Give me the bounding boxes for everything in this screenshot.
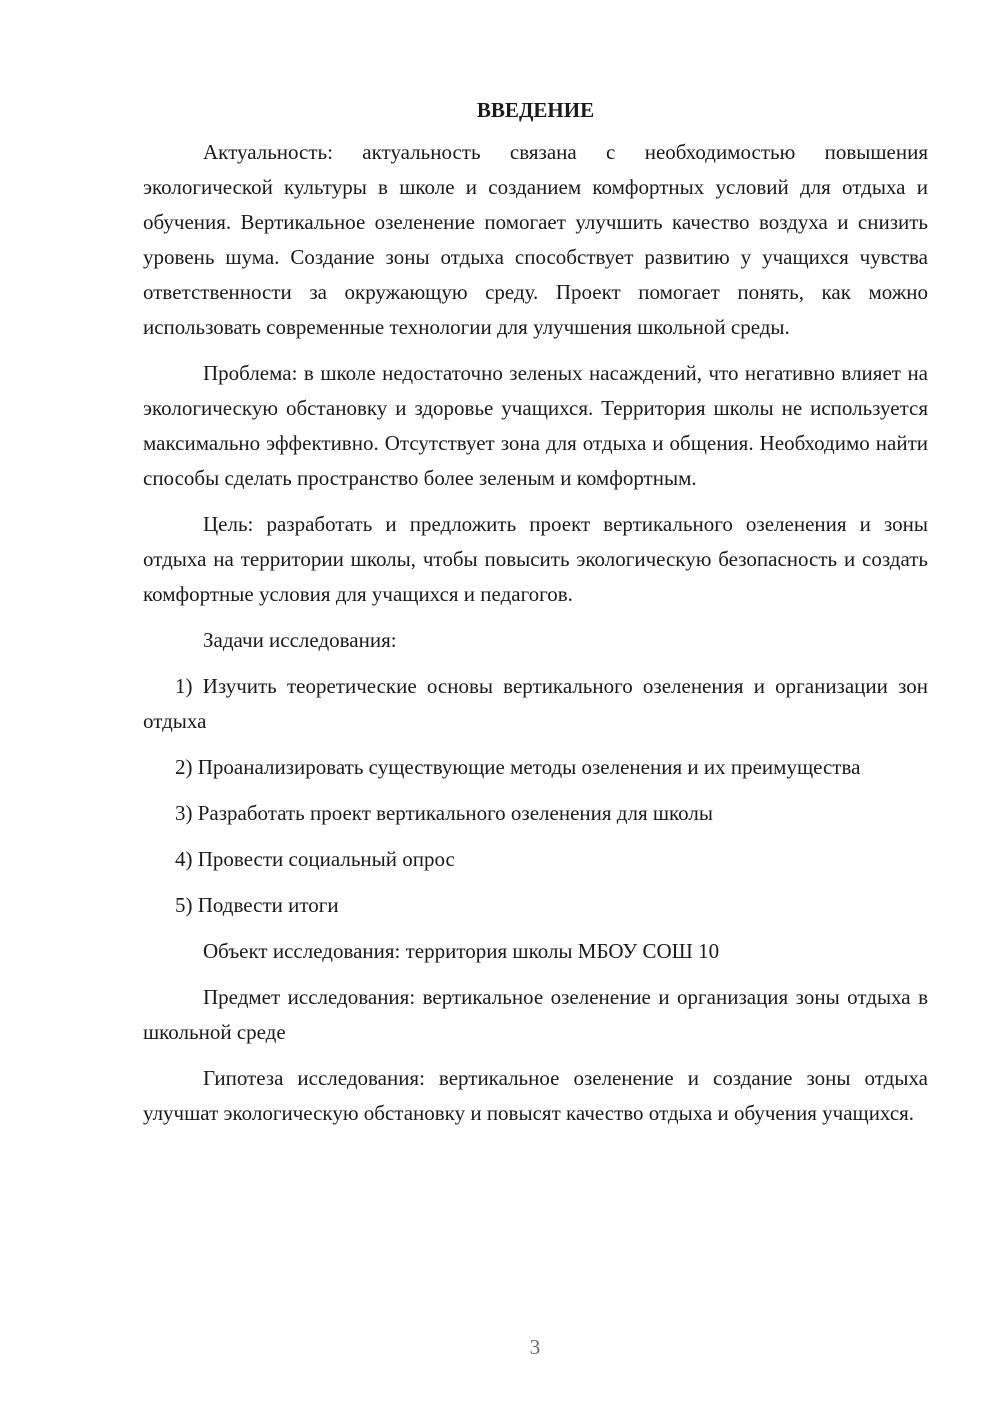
- page-content: [143, 93, 928, 1131]
- task-item-5: 5) Подвести итоги: [175, 893, 339, 917]
- problem-paragraph: Проблема: в школе недостаточно зеленых насаждений, что негативно влияет на экологическую обстановку и здоровье учащихся. Территория школы не используется максимально эффективно. Отсутствует зона для отдыха и общения. Необходимо найти способы сделать пространство более зеленым и комфортным.: [143, 361, 928, 490]
- page-number: 3: [529, 1335, 541, 1359]
- subject-paragraph: Предмет исследования: вертикальное озеленение и организация зоны отдыха в школьной среде: [143, 985, 928, 1044]
- task-item-1: 1) Изучить теоретические основы вертикального озеленения и организации зон отдыха: [143, 674, 928, 733]
- tasks-heading: Задачи исследования:: [203, 628, 397, 652]
- hypothesis-paragraph: Гипотеза исследования: вертикальное озеленение и создание зоны отдыха улучшат экологическую обстановку и повысят качество отдыха и обучения учащихся.: [143, 1066, 928, 1125]
- task-item-3: 3) Разработать проект вертикального озеленения для школы: [175, 801, 713, 825]
- page-title: ВВЕДЕНИЕ: [476, 98, 595, 122]
- object-paragraph: Объект исследования: территория школы МБОУ СОШ 10: [203, 939, 720, 963]
- relevance-paragraph: Актуальность: актуальность связана с необходимостью повышения экологической культуры в школе и созданием комфортных условий для отдыха и обучения. Вертикальное озеленение помогает улучшить качество воздуха и снизить уровень шума. Создание зоны отдыха способствует развитию у учащихся чувства ответственности за окружающую среду. Проект помогает понять, как можно использовать современные технологии для улучшения школьной среды.: [143, 140, 928, 339]
- task-item-2: 2) Проанализировать существующие методы озеленения и их преимущества: [175, 755, 861, 779]
- goal-paragraph: Цель: разработать и предложить проект вертикального озеленения и зоны отдыха на территории школы, чтобы повысить экологическую безопасность и создать комфортные условия для учащихся и педагогов.: [143, 512, 928, 606]
- task-item-4: 4) Провести социальный опрос: [175, 847, 455, 871]
